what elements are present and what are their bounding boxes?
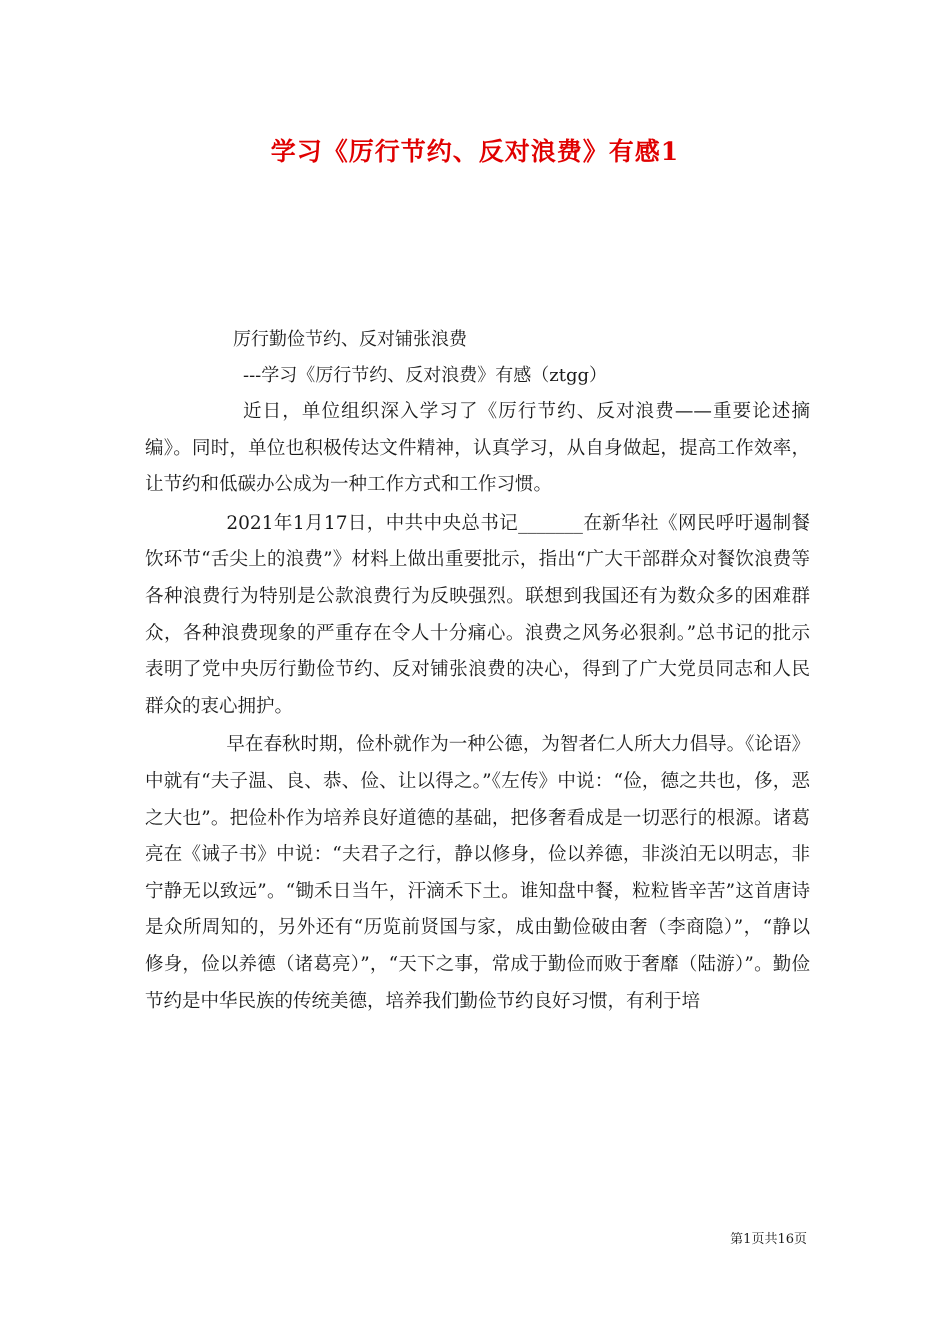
paragraph-3: 早在春秋时期，俭朴就作为一种公德，为智者仁人所大力倡导。《论语》中就有“夫子温、良、恭、俭、让以得之。”《左传》中说：“俭，德之共也，侈，恶之大也”。把俭朴作为培养良好道德的基础，把侈奢看成是一切恶行的根源。诸葛亮在《诫子书》中说：“夫君子之行，静以修身，俭以养德，非淡泊无以明志，非宁静无以致远”。“锄禾日当午，汗滴禾下土。谁知盘中餐，粒粒皆辛苦”这首唐诗是众所周知的，另外还有“历览前贤国与家，成由勤俭破由奢（李商隐）”，“静以修身，俭以养德（诸葛亮）”，“天下之事，常成于勤俭而败于奢靡（陆游）”。勤俭节约是中华民族的传统美德，培养我们勤俭节约良好习惯，有利于培	[145, 734, 810, 1012]
paragraph-1: 近日，单位组织深入学习了《厉行节约、反对浪费——重要论述摘编》。同时，单位也积极传达文件精神，认真学习，从自身做起，提高工作效率，让节约和低碳办公成为一种工作方式和工作习惯。	[145, 401, 810, 496]
document-body	[145, 322, 810, 1022]
paragraph-2: 2021年1月17日，中共中央总书记_______在新华社《网民呼吁遏制餐饮环节“舌尖上的浪费”》材料上做出重要批示，指出“广大干部群众对餐饮浪费等各种浪费行为特别是公款浪费行为反映强烈。联想到我国还有为数众多的困难群众，各种浪费现象的严重存在令人十分痛心。浪费之风务必狠刹。”总书记的批示表明了党中央厉行勤俭节约、反对铺张浪费的决心，得到了广大党员同志和人民群众的衷心拥护。	[145, 512, 810, 717]
article-subheading: ---学习《厉行节约、反对浪费》有感（ztgg）	[243, 365, 608, 386]
article-heading: 厉行勤俭节约、反对铺张浪费	[233, 329, 467, 350]
page-number-footer: 第1页共16页	[730, 1232, 807, 1247]
document-title: 学习《厉行节约、反对浪费》有感1	[270, 137, 680, 166]
